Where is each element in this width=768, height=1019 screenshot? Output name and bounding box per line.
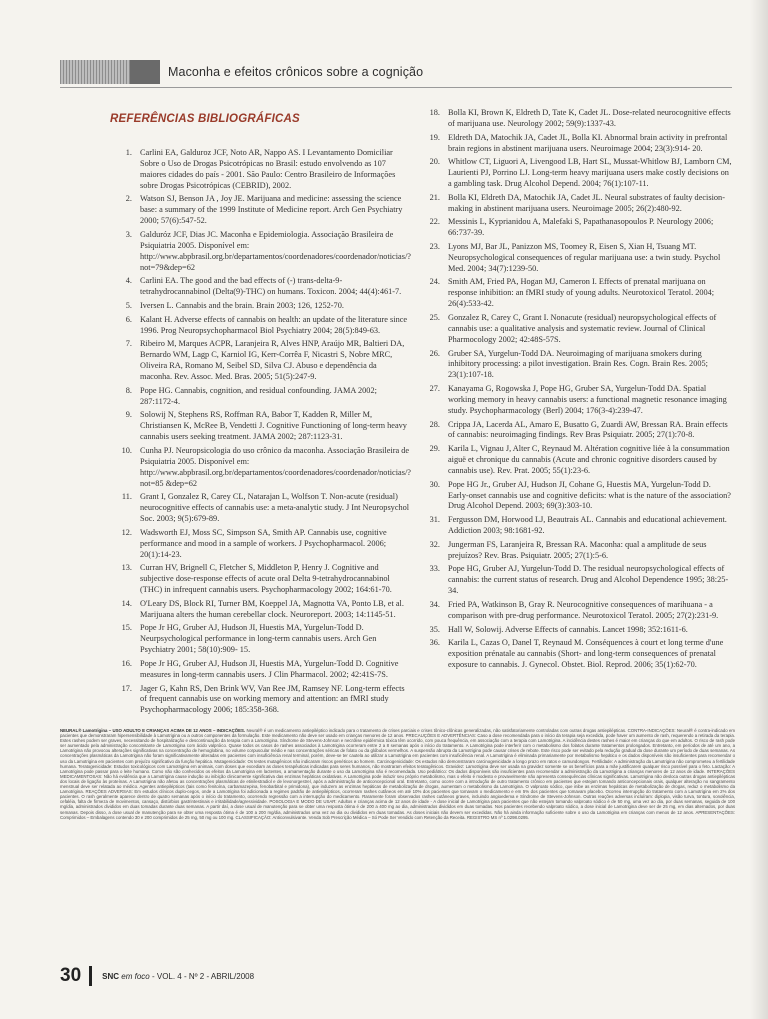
reference-item: [418, 133, 732, 155]
reference-text: Eldreth DA, Matochik JA, Cadet JL, Bolla KI. Abnormal brain activity in prefrontal brain regions in abstinent marijuana users. Neuroimage 2004; 23(3):914- 20.: [448, 132, 728, 153]
reference-item: [110, 410, 410, 443]
reference-number: 30.: [429, 479, 440, 489]
disclaimer-text: Neural® é um medicamento antiepiléptico indicado para o tratamento de crises parciais e crises tônico-clônicas generalizadas, não satisfatoriamente controladas com outras drogas antiepilépticas. CONTRA-INDICAÇÕES: Neural® é contra-indicado em pacientes que demonstraram hipersensibilidade à Lamotrigina ou a outros componentes da formulação. Este medicamento não deve ser usado em crianças menores de 12 anos. PRECAUÇÕES E ADVERTÊNCIAS: Caso a dose recomendada para o início da terapia seja excedida, pode haver um aumento de rash, requerendo a retirada da terapia. Estes rashes podem ser graves, necessitando de hospitalização e descontinuação da terapia com a Lamotrigina. Síndrome de Stevens-Johnson e necrólise epidérmica tóxica têm ocorrido, com pouca frequência, em associação com a terapia com Lamotrigina. A incidência destes rashes é maior em crianças do que em adultos. O risco de rash pode ser aumentado pela administração concomitante de Lamotrigina com ácido valpróico. Quase todos os casos de rashes associados à Lamotrigina ocorreram entre 2 a 8 semanas após o início do tratamento. A Lamotrigina pode interferir com o metabolismo dos folatos durante tratamentos prolongados. Entretanto, em períodos de até um ano, a Lamotrigina não provocou alterações significativas na concentração de hemoglobina, no volume corpuscular médio e nas concentrações séricas de folato ou da glóbulos vermelhos. A suspensão abrupta da Lamotrigina pode causar crises de rebote. Este risco pode ser evitado pela redução gradual da dose durante um período de duas semanas. As concentrações plasmáticas da Lamotrigina não foram significativamente alteradas em pacientes com insuficiência renal terminal, porém, deve-se ter cautela ao utilizar a Lamotrigina em pacientes com insuficiência renal. A Lamotrigina é eliminada primariamente por metabolismo hepático e os dados disponíveis são insuficientes para recomendar o uso da Lamotrigina em pacientes com prejuízo significativo da função hepática. Mutagenicidade: Os testes mutagênicos não indicaram riscos genéticos ao homem. Carcinogenicidade: Os estudos não demonstraram carcinogenicidade a longo prazo em ratos e camundongos. Fertilidade: A administração da Lamotrigina não comprometeu a fertilidade humana. Teratogenicidade: Estudos toxicológicos com Lamotrigina em animais, com doses que excediam as doses terapêuticas indicadas para seres humanos, não mostraram efeitos teratogênicos. Gravidez: Lamotrigina deve ser usada na gravidez somente se os benefícios para a mãe justificarem qualquer risco possível para o feto. Lactação: A Lamotrigina pode passar para o leite humano. Como não são conhecidos os efeitos da Lamotrigina em lactentes, a amamentação durante o uso da Lamotrigina não é recomendada. Uso pediátrico: Os dados disponíveis são insuficientes para recomendar a administração da Lamotrigina a crianças menores de 12 anos de idade. INTERAÇÕES MEDICAMENTOSAS: Não há evidência que a Lamotrigina cause indução ou inibição clinicamente significativa das enzimas hepáticas oxidativas. A Lamotrigina pode induzir seu próprio metabolismo, mas o efeito é modesto e provavelmente não apresenta consequências clínicas significativas. Lamotrigina não desloca outras drogas antiepilépticas dos locais de ligação às proteínas. A Lamotrigina não afetou as concentrações plasmáticas de etinilestradiol e de levonorgestrel, após a administração de anticoncepcional oral. Entretanto, como ocorre com a introdução de outro tratamento crônico em pacientes que estejam tomando anticoncepcionais orais, qualquer alteração no sangramento menstrual deve ser relatada ao médico. Agentes antiepilépticos (tais como fenitoína, carbamazepina, fenobarbital e primidona), que induzem as enzimas hepáticas de metabolização de drogas, aumentam o metabolismo da Lamotrigina. O valproato sódico, que inibe as enzimas hepáticas de metabolização de drogas, reduz o metabolismo da Lamotrigina. REAÇÕES ADVERSAS: Em estudos clínicos duplo-cegos, onde a Lamotrigina foi adicionada a regimes padrão de antiepilépticos, ocorreram rashes cutâneos em até 10% dos pacientes que tomavam o medicamento e em 5% dos pacientes que tomavam placebo. Ocorreu interrupção do tratamento com a Lamotrigina em 2% dos pacientes. O rash geralmente aparece dentro de quatro semanas após o início do tratamento, ocorrendo regressão com a interrupção do medicamento. Raramente foram observados rashes cutâneos graves, incluindo angioedema e Síndrome de Stevens-Johnson. Outras reações adversas incluíram: diplopia, visão turva, tontura, sonolência, cefaléia, falta de firmeza de movimentos, cansaço, distúrbios gastrintestinais e irritabilidade/agressividade. POSOLOGIA E MODO DE USAR: Adultos e crianças acima de 12 anos de idade - A dose inicial de Lamotrigina para pacientes que não estejam tomando valproato sódico é de 50 mg, uma vez ao dia, por duas semanas, seguida de 100 mg/dia, administrados divididos em duas tomadas durante duas semanas. A partir daí, a dose usual de manutenção para se obter uma resposta ótima é de 200 a 400 mg ao dia, administrados divididos em duas tomadas. Nos pacientes recebendo valproato sódico, a dose inicial de Lamotrigina deve ser de 25 mg, em dias alternados, por duas semanas. Depois disso, a dose usual de manutenção para se obter uma resposta ótima é de 100 a 200 mg/dia, administrados uma vez ao dia ou divididos em duas tomadas. As doses iniciais não devem ser excedidas. Não há ainda informação suficiente sobre o uso da Lamotrigina em crianças com menos de 12 anos. APRESENTAÇÕES: Comprimidos – Embalagens contendo 30 e 200 comprimidos de 25 mg, 50 mg ou 100 mg. CLASSIFICAÇÃO: Anticonvulsivante. Venda Sob Prescrição Médica – Só Pode Ser Vendido com Retenção da Receita. REGISTRO MS nº 1.0298.0295.: [60, 728, 735, 820]
reference-item: [418, 625, 732, 636]
reference-item: [418, 540, 732, 562]
page-footer: [60, 962, 254, 990]
reference-number: 18.: [429, 108, 440, 117]
reference-item: [418, 217, 732, 239]
reference-text: Pope Jr HG, Gruber AJ, Hudson JI, Huestis MA, Yurgelun-Todd D. Cognitive measures in long-term cannabis users. J Clin Pharmacol. 2002; 42:41S-7S.: [140, 658, 399, 679]
running-header: [60, 60, 732, 84]
reference-item: [110, 148, 410, 192]
reference-text: Pope HG. Cannabis, cognition, and residual confounding. JAMA 2002; 287:1172-4.: [140, 385, 377, 406]
reference-number: 10.: [121, 445, 132, 455]
reference-number: 32.: [429, 539, 440, 549]
reference-item: [110, 599, 410, 621]
reference-item: [418, 444, 732, 477]
reference-number: 16.: [121, 658, 132, 668]
reference-text: Karila L, Cazas O, Danel T, Reynaud M. Conséquences à court et long terme d'une exposition prénatale au cannabis (Short- and long-term consequences of prenatal exposure to cannabis. J. Gynecol. Obstet. Biol. Reprod. 2006; 35(1):62-70.: [448, 638, 724, 670]
header-hatch-decoration: [60, 60, 130, 84]
disclaimer-lead: NEURAL® Lamotrigina – USO ADULTO E CRIANÇAS ACIMA DE 12 ANOS – INDICAÇÕES.: [60, 728, 246, 733]
reference-item: [418, 108, 732, 130]
reference-number: 14.: [121, 598, 132, 608]
reference-text: Crippa JA, Lacerda AL, Amaro E, Busatto G, Zuardi AW, Bressan RA. Brain effects of cannabis: neuroimaging findings. Rev Bras Psiquiatr. 2005; 27(1):70-8.: [448, 419, 728, 440]
reference-number: 29.: [429, 444, 440, 454]
reference-text: Lyons MJ, Bar JL, Panizzon MS, Toomey R, Eisen S, Xian H, Tsuang MT. Neuropsychological consequences of regular marijuana use: a twin study. Psychol Med. 2004; 34(7):1239-50.: [448, 241, 721, 273]
reference-item: [110, 386, 410, 408]
reference-item: [418, 515, 732, 537]
reference-text: Grant I, Gonzalez R, Carey CL, Natarajan L, Wolfson T. Non-acute (residual) neurocognitive effects of cannabis use: a meta-analytic study. J Int Neuropsychol Soc. 2003; 9(5):679-89.: [140, 492, 410, 524]
reference-text: Pope Jr HG, Gruber AJ, Hudson JI, Huestis MA, Yurgelun-Todd D. Neurpsychological performance in long-term cannabis users. Arch Gen Psychiatry 2001; 58(10):909- 15.: [140, 623, 377, 655]
reference-text: Fried PA, Watkinson B, Gray R. Neurocognitive consequences of marihuana - a comparison with pre-drug performance. Neurotoxicol Teratol. 2005; 27(2):231-9.: [448, 599, 719, 620]
reference-text: Gruber SA, Yurgelun-Todd DA. Neuroimaging of marijuana smokers during inhibitory processing: a pilot investigation. Brain Res. Cogn. Brain Res. 2005; 23(1):107-18.: [448, 348, 708, 380]
reference-item: [418, 384, 732, 417]
references-column-left: [110, 148, 410, 719]
reference-number: 36.: [429, 638, 440, 648]
reference-number: 22.: [429, 217, 440, 227]
reference-text: Bolla KI, Brown K, Eldreth D, Tate K, Cadet JL. Dose-related neurocognitive effects of marijuana use. Neurology 2002; 59(9):1337-43.: [448, 108, 731, 128]
reference-item: [110, 684, 410, 717]
reference-text: O'Leary DS, Block RI, Turner BM, Koeppel JA, Magnotta VA, Ponto LB, et al. Marijuana alters the human cerebellar clock. Neuroreport. 2003; 14:1145-51.: [140, 598, 404, 619]
reference-text: Solowij N, Stephens RS, Roffman RA, Babor T, Kadden R, Miller M, Christiansen K, McRee B, Vendetti J. Cognitive Functioning of long-term heavy cannabis users seeking treatment. JAMA 2002; 287:1123-31.: [140, 410, 407, 442]
reference-item: [418, 242, 732, 275]
reference-number: 27.: [429, 384, 440, 394]
reference-number: 35.: [429, 624, 440, 634]
reference-text: Curran HV, Brignell C, Fletcher S, Middleton P, Henry J. Cognitive and subjective dose-response effects of acute oral Delta 9-tetrahydrocannabinol (THC) in infrequent cannabis users. Psychopharmacology 2002; 164:61-70.: [140, 563, 392, 595]
reference-text: Fergusson DM, Horwood LJ, Beautrais AL. Cannabis and educational achievement. Addiction 2003; 98:1681-92.: [448, 515, 727, 536]
reference-number: 8.: [125, 385, 132, 395]
reference-text: Pope HG, Gruber AJ, Yurgelun-Todd D. The residual neuropsychological effects of cannabis: the current status of research. Drug and Alcohol Dependence 1995; 38:25-34.: [448, 564, 729, 596]
reference-item: [110, 446, 410, 490]
reference-number: 2.: [125, 194, 132, 204]
reference-text: Jungerman FS, Laranjeira R, Bressan RA. Maconha: qual a amplitude de seus prejuízos? Rev. Bras. Psiquiatr. 2005; 27(1):5-6.: [448, 539, 707, 560]
page-number: 30: [60, 965, 82, 986]
reference-text: Kanayama G, Rogowska J, Pope HG, Gruber SA, Yurgelun-Todd DA. Spatial working memory in heavy cannabis users: a functional magnetic resonance imaging study. Psychopharmacology (Berl) 2004; 176(3-4):239-47.: [448, 384, 727, 415]
reference-number: 9.: [125, 410, 132, 420]
reference-number: 23.: [429, 241, 440, 251]
footer-divider: [89, 966, 92, 986]
reference-number: 5.: [125, 300, 132, 310]
reference-text: Jager G, Kahn RS, Den Brink WV, Van Ree JM, Ramsey NF. Long-term effects of frequent cannabis use on working memory and attention: an fMRI study Psychopharmacology 2006; 185:358-368.: [140, 683, 405, 715]
journal-em-foco: em foco: [121, 971, 150, 981]
reference-number: 19.: [429, 132, 440, 142]
reference-item: [110, 659, 410, 681]
reference-text: Carlini EA, Galduroz JCF, Noto AR, Nappo AS. I Levantamento Domiciliar Sobre o Uso de Drogas Psicotrópicas no Brasil: estudo envolvendo as 107 maiores cidades do país - 2001. São Paulo: Centro Brasileiro de Informações sobre Drogas Psicotrópicas (CEBRID), 2002.: [140, 148, 396, 190]
reference-item: [418, 564, 732, 597]
reference-text: Pope HG Jr., Gruber AJ, Hudson JI, Cohane G, Huestis MA, Yurgelun-Todd D. Early-onset cannabis use and cognitive deficits: what is the nature of the association? Drug Alcohol Depend. 2003; 69(3):303-10.: [448, 479, 731, 511]
reference-number: 17.: [121, 683, 132, 693]
reference-number: 26.: [429, 348, 440, 358]
reference-item: [110, 315, 410, 337]
reference-item: [418, 349, 732, 382]
journal-citation: [102, 972, 254, 981]
reference-number: 20.: [429, 157, 440, 167]
references-column-right: [418, 108, 732, 674]
journal-brand: SNC: [102, 971, 120, 981]
reference-text: Whitlow CT, Liguori A, Livengood LB, Hart SL, Mussat-Whitlow BJ, Lamborn CM, Laurienti PJ, Porrino LJ. Long-term heavy marijuana users make costly decisions on a gambling task. Drug Alcohol Depend. 2004; 76(1):107-11.: [448, 157, 732, 189]
reference-text: Hall W, Solowij. Adverse Effects of cannabis. Lancet 1998; 352:1611-6.: [448, 624, 688, 634]
reference-text: Wadsworth EJ, Moss SC, Simpson SA, Smith AP. Cannabis use, cognitive performance and mood in a sample of workers. J Psychopharmacol. 2006; 20(1):14-23.: [140, 527, 387, 559]
reference-number: 31.: [429, 515, 440, 525]
reference-item: [110, 339, 410, 383]
reference-text: Smith AM, Fried PA, Hogan MJ, Cameron I. Effects of prenatal marijuana on response inhibition: an fMRI study of young adults. Neurotoxicol Teratol. 2004; 26(4):533-42.: [448, 277, 715, 309]
reference-number: 4.: [125, 276, 132, 286]
reference-item: [418, 277, 732, 310]
reference-number: 11.: [121, 492, 132, 502]
reference-item: [110, 492, 410, 525]
running-header-title: Maconha e efeitos crônicos sobre a cognição: [168, 65, 424, 79]
references-heading: REFERÊNCIAS BIBLIOGRÁFICAS: [110, 113, 300, 125]
reference-text: Carlini EA. The good and the bad effects of (-) trans-delta-9- tetrahydrocannabinol (Delta(9)-THC) on humans. Toxicon. 2004; 44(4):461-7.: [140, 276, 402, 297]
reference-number: 6.: [125, 314, 132, 324]
drug-disclaimer: [60, 728, 735, 820]
reference-text: Kalant H. Adverse effects of cannabis on health: an update of the literature since 1996. Prog Neuropsychopharmacol Biol Psychiatry 2004; 28(5):849-63.: [140, 314, 408, 335]
reference-number: 24.: [429, 277, 440, 287]
reference-number: 33.: [429, 564, 440, 574]
reference-item: [110, 563, 410, 596]
reference-item: [110, 528, 410, 561]
reference-item: [418, 193, 732, 215]
reference-number: 15.: [121, 623, 132, 633]
reference-item: [418, 600, 732, 622]
reference-text: Gonzalez R, Carey C, Grant I. Nonacute (residual) neuropsychological effects of cannabis use: a qualitative analysis and systematic review. Journal of Clinical Pharmocology 2002; 42:48S-57S.: [448, 312, 717, 344]
reference-number: 7.: [125, 339, 132, 349]
reference-item: [110, 194, 410, 227]
reference-item: [418, 157, 732, 190]
journal-issue: - VOL. 4 - Nº 2 - ABRIL/2008: [151, 971, 255, 981]
reference-number: 12.: [121, 527, 132, 537]
reference-number: 3.: [125, 229, 132, 239]
reference-item: [110, 230, 410, 274]
reference-text: Iversen L. Cannabis and the brain. Brain 2003; 126, 1252-70.: [140, 300, 344, 310]
reference-item: [418, 313, 732, 346]
reference-text: Messinis L, Kyprianidou A, Malefaki S, Papathanasopoulos P. Neurology 2006; 66:737-39.: [448, 217, 714, 238]
reference-number: 21.: [429, 192, 440, 202]
reference-number: 25.: [429, 312, 440, 322]
reference-item: [418, 480, 732, 513]
reference-text: Cunha PJ. Neuropsicologia do uso crônico da maconha. Associação Brasileira de Psiquiatria 2005. Disponível em: http://www.abpbrasil.org.br/departamentos/coordenadores/coordenador/noticias/?not=85 &dep=62: [140, 445, 411, 488]
reference-number: 1.: [125, 148, 132, 157]
reference-text: Bolla KI, Eldreth DA, Matochik JA, Cadet JL. Neural substrates of faulty decision-making in abstinent marijuana users. Neuroimage 2005; 26(2):480-92.: [448, 192, 725, 213]
reference-number: 28.: [429, 419, 440, 429]
reference-item: [110, 301, 410, 312]
reference-text: Karila L, Vignau J, Alter C, Reynaud M. Altération cognitive liée à la consummation aiguë et chronique du cannabis (Acute and chronic cognitive disorders caused by cannabis use). Rev. Prat. 2005; 55(1):23-6.: [448, 444, 730, 475]
reference-item: [418, 420, 732, 442]
header-rule: [60, 87, 732, 88]
reference-text: Galduróz JCF, Dias JC. Maconha e Epidemiologia. Associação Brasileira de Psiquiatria 2005. Disponível em: http://www.abpbrasil.org.br/departamentos/coordenadores/coordenador/noticias/?not=79&dep=62: [140, 229, 411, 272]
reference-item: [110, 276, 410, 298]
reference-number: 13.: [121, 563, 132, 573]
page-edge-shadow: [750, 0, 768, 1019]
reference-text: Ribeiro M, Marques ACPR, Laranjeira R, Alves HNP, Araújo MR, Baltieri DA, Bernardo WM, Lagp C, Karniol IG, Kerr-Corrêa F, Nicastri S, Nobre MRC, Oliveira RA, Romano M, Seibel SD, Silva CJ. Abuso e dependência da maconha. Rev. Assoc. Med. Bras. 2005; 51(5):247-9.: [140, 339, 405, 381]
reference-text: Watson SJ, Benson JA , Joy JE. Marijuana and medicine: assessing the science base: a summary of the 1999 Institute of Medicine report. Arch Gen Psychiatry 2000; 57(6):547-52.: [140, 194, 403, 226]
reference-item: [418, 638, 732, 671]
header-block-decoration: [130, 60, 160, 84]
reference-number: 34.: [429, 599, 440, 609]
reference-item: [110, 623, 410, 656]
